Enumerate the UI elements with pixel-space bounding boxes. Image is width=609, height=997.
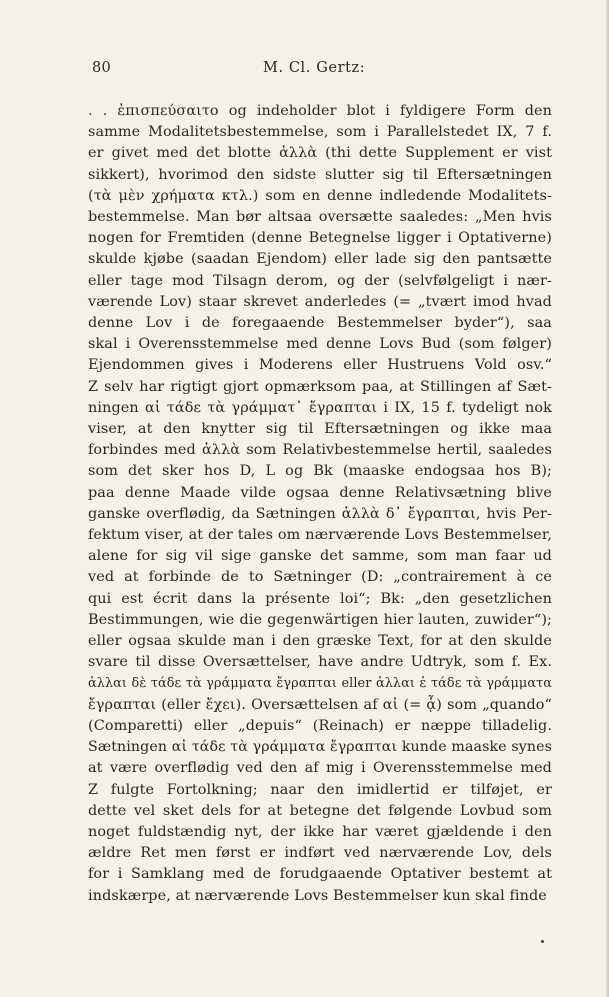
text-line: indskærpe, at nærværende Lovs Bestemmelser kun skal finde [88, 887, 547, 904]
text-line: for i Samklang med de forudgaaende Optativer bestemt at [88, 866, 552, 883]
text-line: samme Modalitetsbestemmelse, som i Parallelstedet IX, 7 f. [88, 124, 552, 141]
text-line: paa denne Maade vilde ogsaa denne Relativsætning blive [88, 484, 552, 501]
text-line: ningen αἰ τάδε τὰ γράμματ᾽ ἔγραπται i IX, 15 f. tydeligt nok [88, 399, 552, 416]
text-line: er givet med det blotte ἀλλὰ (thi dette Supplement er vist [88, 145, 552, 162]
text-line: (τὰ μὲν χρήματα κτλ.) som en denne indledende Modalitets- [88, 187, 552, 204]
text-line: skulde kjøbe (saadan Ejendom) eller lade sig den pantsætte [88, 251, 552, 268]
text-line: skal i Overensstemmelse med denne Lovs Bud (som følger) [88, 336, 552, 353]
text-line: denne Lov i de foregaaende Bestemmelser byder“), saa [88, 315, 552, 332]
text-line: eller tage mod Tilsagn derom, og der (selvfølgeligt i nær- [88, 272, 552, 289]
text-line: ældre Ret men først er indført ved nærværende Lov, dels [88, 845, 552, 862]
page-header [88, 60, 549, 82]
text-line: (Comparetti) eller „depuis“ (Reinach) er næppe tilladelig. [88, 717, 552, 734]
text-line: værende Lov) staar skrevet anderledes (= „tvært imod hvad [88, 293, 552, 310]
text-line: alene for sig vil sige ganske det samme, som man faar ud [88, 548, 552, 565]
text-line: ἔγραπται (eller ἔχει). Oversættelsen af αἰ (= ᾇ) som „quando“ [88, 696, 552, 713]
text-line: ganske overflødig, da Sætningen ἀλλὰ δ᾽ ἔγραπται, hvis Per- [88, 505, 552, 522]
text-line: forbindes med ἀλλὰ som Relativbestemmelse hertil, saaledes [88, 442, 552, 459]
text-line: qui est écrit dans la présente loi“; Bk: „den gesetzlichen [88, 590, 552, 607]
body-paragraph [88, 101, 552, 907]
text-line: eller ogsaa skulde man i den græske Text, for at den skulde [88, 633, 552, 650]
text-line: ἀλλαι δὲ τάδε τὰ γράμματα ἔγραπται eller ἀλλαι ἐ τάδε τὰ γράμματα [88, 676, 552, 692]
text-line: Z fulgte Fortolkning; naar den imidlertid er tilføjet, er [88, 781, 552, 798]
text-line: fektum viser, at der tales om nærværende Lovs Bestemmelser, [88, 527, 552, 544]
text-line: svare til disse Oversættelser, have andre Udtryk, som f. Ex. [88, 654, 552, 671]
text-line: nogen for Fremtiden (denne Betegnelse ligger i Optativerne) [88, 230, 552, 247]
text-line: at være overflødig ved den af mig i Overensstemmelse med [88, 760, 552, 777]
running-head: M. Cl. Gertz: [263, 60, 366, 76]
text-line: som det sker hos D, L og Bk (maaske endogsaa hos B); [88, 463, 552, 480]
text-line: viser, at den knytter sig til Eftersætningen og ikke maa [88, 421, 552, 438]
text-line: Bestimmungen, wie die gegenwärtigen hier lauten, zuwider“); [88, 611, 552, 628]
text-line: Z selv har rigtigt gjort opmærksom paa, at Stillingen af Sæt- [88, 378, 552, 395]
text-line: sikkert), hvorimod den sidste slutter sig til Eftersætningen [88, 166, 552, 183]
text-line: dette vel sket dels for at betegne det følgende Lovbud som [88, 802, 552, 819]
text-line: Sætningen αἰ τάδε τὰ γράμματα ἔγραπται kunde maaske synes [88, 739, 552, 756]
text-line: Ejendommen gives i Moderens eller Hustruens Vold osv.“ [88, 357, 552, 374]
text-line: ved at forbinde de to Sætninger (D: „contrairement à ce [88, 569, 552, 586]
page-number: 80 [92, 60, 112, 76]
text-line: noget fuldstændig nyt, der ikke har været gjældende i den [88, 823, 552, 840]
text-line: bestemmelse. Man bør altsaa oversætte saaledes: „Men hvis [88, 209, 552, 226]
text-line: . . ἐπισπεύσαιτο og indeholder blot i fyldigere Form den [88, 103, 552, 119]
ink-speck [541, 940, 544, 943]
